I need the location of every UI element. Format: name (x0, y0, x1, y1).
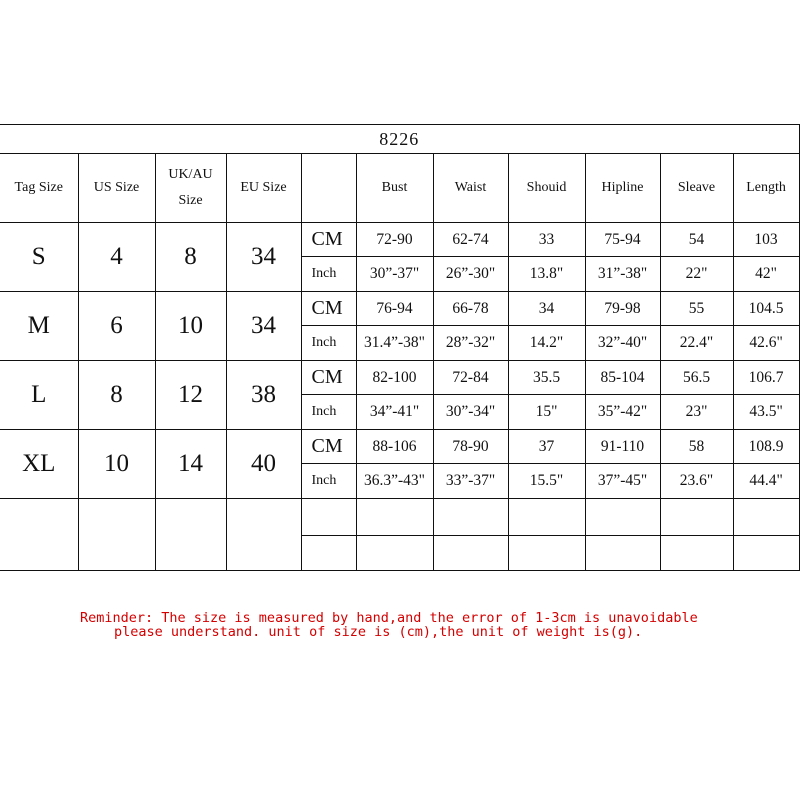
measurement-inch-cell: 28”-32" (433, 326, 508, 361)
measurement-cm-cell: 62-74 (433, 223, 508, 257)
header-cell: Sleave (660, 154, 733, 223)
measurement-inch-cell: 37”-45" (585, 464, 660, 499)
measurement-inch-cell: 23.6" (660, 464, 733, 499)
tag-size-cell: XL (0, 430, 78, 499)
empty-cell (508, 499, 585, 536)
measurement-inch-cell: 43.5" (733, 395, 799, 430)
measurement-cm-cell: 72-90 (356, 223, 433, 257)
uk-size-cell: 14 (155, 430, 226, 499)
header-cell: Waist (433, 154, 508, 223)
empty-cell (433, 536, 508, 571)
measurement-inch-cell: 42.6" (733, 326, 799, 361)
unit-label-inch: Inch (301, 464, 356, 499)
measurement-cm-cell: 79-98 (585, 292, 660, 326)
measurement-cm-cell: 106.7 (733, 361, 799, 395)
measurement-cm-cell: 66-78 (433, 292, 508, 326)
size-row-cm (0, 361, 799, 395)
measurement-cm-cell: 88-106 (356, 430, 433, 464)
unit-label-inch: Inch (301, 326, 356, 361)
measurement-inch-cell: 42" (733, 257, 799, 292)
tag-size-cell: S (0, 223, 78, 292)
unit-label-inch: Inch (301, 257, 356, 292)
empty-cell (226, 499, 301, 571)
reminder-line-1: Reminder: The size is measured by hand,and the error of 1-3cm is unavoidable (80, 610, 698, 626)
tag-size-cell: M (0, 292, 78, 361)
measurement-cm-cell: 72-84 (433, 361, 508, 395)
empty-cell (585, 536, 660, 571)
unit-label-inch: Inch (301, 395, 356, 430)
unit-label-cm: CM (301, 223, 356, 257)
header-cell: Bust (356, 154, 433, 223)
measurement-inch-cell: 26”-30" (433, 257, 508, 292)
measurement-inch-cell: 22" (660, 257, 733, 292)
header-cell: EU Size (226, 154, 301, 223)
size-row-cm (0, 292, 799, 326)
unit-label-cm: CM (301, 292, 356, 326)
empty-cell (78, 499, 155, 571)
measurement-inch-cell: 44.4" (733, 464, 799, 499)
tag-size-cell: L (0, 361, 78, 430)
measurement-inch-cell: 23" (660, 395, 733, 430)
measurement-inch-cell: 32”-40" (585, 326, 660, 361)
measurement-inch-cell: 22.4" (660, 326, 733, 361)
measurement-cm-cell: 54 (660, 223, 733, 257)
eu-size-cell: 34 (226, 292, 301, 361)
header-cell: Tag Size (0, 154, 78, 223)
measurement-inch-cell: 15.5" (508, 464, 585, 499)
size-chart-table (0, 124, 800, 571)
size-row-cm (0, 430, 799, 464)
measurement-cm-cell: 33 (508, 223, 585, 257)
measurement-cm-cell: 85-104 (585, 361, 660, 395)
measurement-inch-cell: 34”-41" (356, 395, 433, 430)
header-cell: US Size (78, 154, 155, 223)
measurement-cm-cell: 104.5 (733, 292, 799, 326)
measurement-inch-cell: 14.2" (508, 326, 585, 361)
uk-size-cell: 10 (155, 292, 226, 361)
header-cell: UK/AU Size (155, 154, 226, 223)
measurement-inch-cell: 33”-37" (433, 464, 508, 499)
uk-size-cell: 12 (155, 361, 226, 430)
measurement-cm-cell: 37 (508, 430, 585, 464)
empty-cell (356, 499, 433, 536)
empty-cell (356, 536, 433, 571)
measurement-cm-cell: 91-110 (585, 430, 660, 464)
empty-cell (433, 499, 508, 536)
measurement-cm-cell: 35.5 (508, 361, 585, 395)
empty-cell (585, 499, 660, 536)
measurement-inch-cell: 31.4”-38" (356, 326, 433, 361)
measurement-cm-cell: 108.9 (733, 430, 799, 464)
reminder-line-2: please understand. unit of size is (cm),the unit of weight is(g). (114, 624, 643, 640)
measurement-cm-cell: 58 (660, 430, 733, 464)
measurement-cm-cell: 76-94 (356, 292, 433, 326)
empty-cell (155, 499, 226, 571)
chart-title: 8226 (0, 125, 799, 154)
us-size-cell: 8 (78, 361, 155, 430)
header-cell: Hipline (585, 154, 660, 223)
measurement-inch-cell: 15" (508, 395, 585, 430)
header-cell: Shouid (508, 154, 585, 223)
measurement-cm-cell: 78-90 (433, 430, 508, 464)
size-row-cm (0, 223, 799, 257)
measurement-cm-cell: 55 (660, 292, 733, 326)
measurement-cm-cell: 34 (508, 292, 585, 326)
empty-cell (660, 499, 733, 536)
measurement-inch-cell: 36.3”-43" (356, 464, 433, 499)
uk-size-cell: 8 (155, 223, 226, 292)
eu-size-cell: 38 (226, 361, 301, 430)
measurement-inch-cell: 30”-34" (433, 395, 508, 430)
measurement-cm-cell: 103 (733, 223, 799, 257)
empty-cell (301, 536, 356, 571)
empty-cell (0, 499, 78, 571)
us-size-cell: 6 (78, 292, 155, 361)
empty-cell (733, 536, 799, 571)
header-row (0, 154, 799, 223)
reminder-note (0, 611, 800, 639)
measurement-cm-cell: 75-94 (585, 223, 660, 257)
measurement-cm-cell: 56.5 (660, 361, 733, 395)
us-size-cell: 10 (78, 430, 155, 499)
measurement-inch-cell: 35”-42" (585, 395, 660, 430)
eu-size-cell: 34 (226, 223, 301, 292)
measurement-inch-cell: 13.8" (508, 257, 585, 292)
eu-size-cell: 40 (226, 430, 301, 499)
unit-label-cm: CM (301, 361, 356, 395)
empty-cell (508, 536, 585, 571)
unit-label-cm: CM (301, 430, 356, 464)
empty-cell (660, 536, 733, 571)
measurement-cm-cell: 82-100 (356, 361, 433, 395)
empty-cell (301, 499, 356, 536)
header-cell (301, 154, 356, 223)
header-cell: Length (733, 154, 799, 223)
measurement-inch-cell: 30”-37" (356, 257, 433, 292)
us-size-cell: 4 (78, 223, 155, 292)
empty-cell (733, 499, 799, 536)
measurement-inch-cell: 31”-38" (585, 257, 660, 292)
